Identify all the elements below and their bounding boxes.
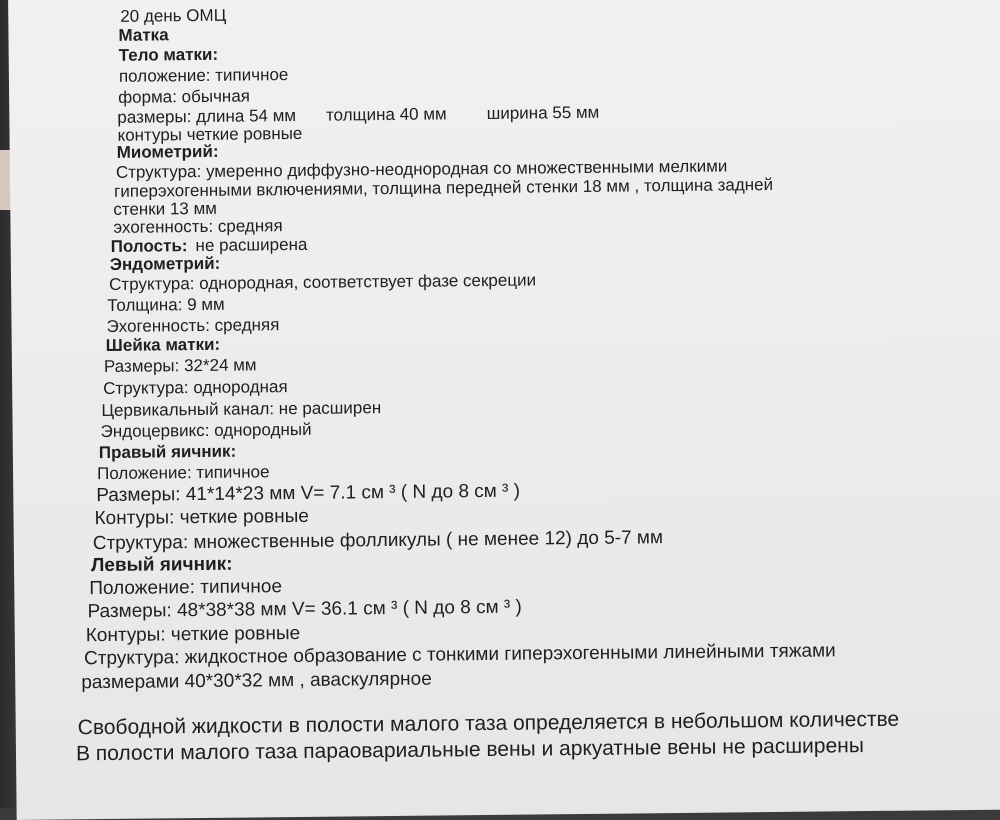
doc-line-endo-structure: Структура: однородная, соответствует фазе секреции xyxy=(108,270,537,294)
doc-line-right-sizes: Размеры: 41*14*23 мм V= 7.1 см ³ ( N до 8 см ³ ) xyxy=(96,480,521,507)
doc-line-position: положение: типичное xyxy=(118,65,289,86)
doc-line-myo-inclusions: гиперэхогенными включениями, толщина передней стенки 18 мм , толщина задней xyxy=(114,174,774,201)
size-thickness: толщина 40 мм xyxy=(325,104,447,125)
doc-line-free-fluid: Свободной жидкости в полости малого таза определяется в небольшом количестве xyxy=(77,707,900,740)
heading-uterus-body: Тело матки: xyxy=(118,44,219,65)
size-width: ширина 55 мм xyxy=(486,102,600,123)
doc-line-contours: контуры четкие ровные xyxy=(117,123,303,145)
doc-line-left-contours: Контуры: четкие ровные xyxy=(85,622,301,647)
doc-line-left-formation-size: размерами 40*30*32 мм , аваскулярное xyxy=(81,668,432,694)
paper-sheet xyxy=(8,0,1000,820)
doc-line-left-structure: Структура: жидкостное образование с тонкими гиперэхогенными линейными тяжами xyxy=(83,640,836,670)
doc-line-endo-echogenicity: Эхогенность: средняя xyxy=(106,315,280,336)
size-length: размеры: длина 54 мм xyxy=(117,105,297,127)
doc-line-cervix-structure: Структура: однородная xyxy=(103,377,288,399)
doc-line-right-contours: Контуры: четкие ровные xyxy=(94,505,310,530)
doc-line-endocervix: Эндоцервикс: однородный xyxy=(100,419,312,442)
heading-left-ovary: Левый яичник: xyxy=(90,553,233,577)
heading-right-ovary: Правый яичник: xyxy=(98,441,237,463)
doc-line-cervix-sizes: Размеры: 32*24 мм xyxy=(103,355,257,377)
doc-line-veins: В полости малого таза параовариальные вены и аркуатные вены не расширены xyxy=(75,734,865,766)
doc-line-endo-thickness: Толщина: 9 мм xyxy=(107,294,225,315)
doc-line-back-wall: стенки 13 мм xyxy=(113,198,218,219)
doc-line-sizes xyxy=(117,103,599,128)
doc-line-echogenicity: эхогенность: средняя xyxy=(113,216,283,237)
doc-line-shape: форма: обычная xyxy=(118,86,251,107)
heading-uterus: Матка xyxy=(118,25,169,45)
doc-line-cervical-canal: Цервикальный канал: не расширен xyxy=(101,398,382,421)
heading-endometrium: Эндометрий: xyxy=(109,253,221,274)
heading-myometrium: Миометрий: xyxy=(116,141,219,162)
doc-line-right-position: Положение: типичное xyxy=(96,462,270,484)
cavity-value: не расширена xyxy=(195,234,308,256)
doc-line-cycle-day: 20 день ОМЦ xyxy=(120,5,227,26)
heading-cervix: Шейка матки: xyxy=(105,334,221,355)
doc-line-right-structure: Структура: множественные фолликулы ( не менее 12) до 5-7 мм xyxy=(92,527,664,555)
cavity-label: Полость: xyxy=(110,236,188,256)
doc-line-left-position: Положение: типичное xyxy=(89,576,283,600)
doc-line-myo-structure: Структура: умеренно диффузно-неоднородная со множественными мелкими xyxy=(115,156,728,182)
doc-line-left-sizes: Размеры: 48*38*38 мм V= 36.1 см ³ ( N до 8 см ³ ) xyxy=(87,596,522,623)
